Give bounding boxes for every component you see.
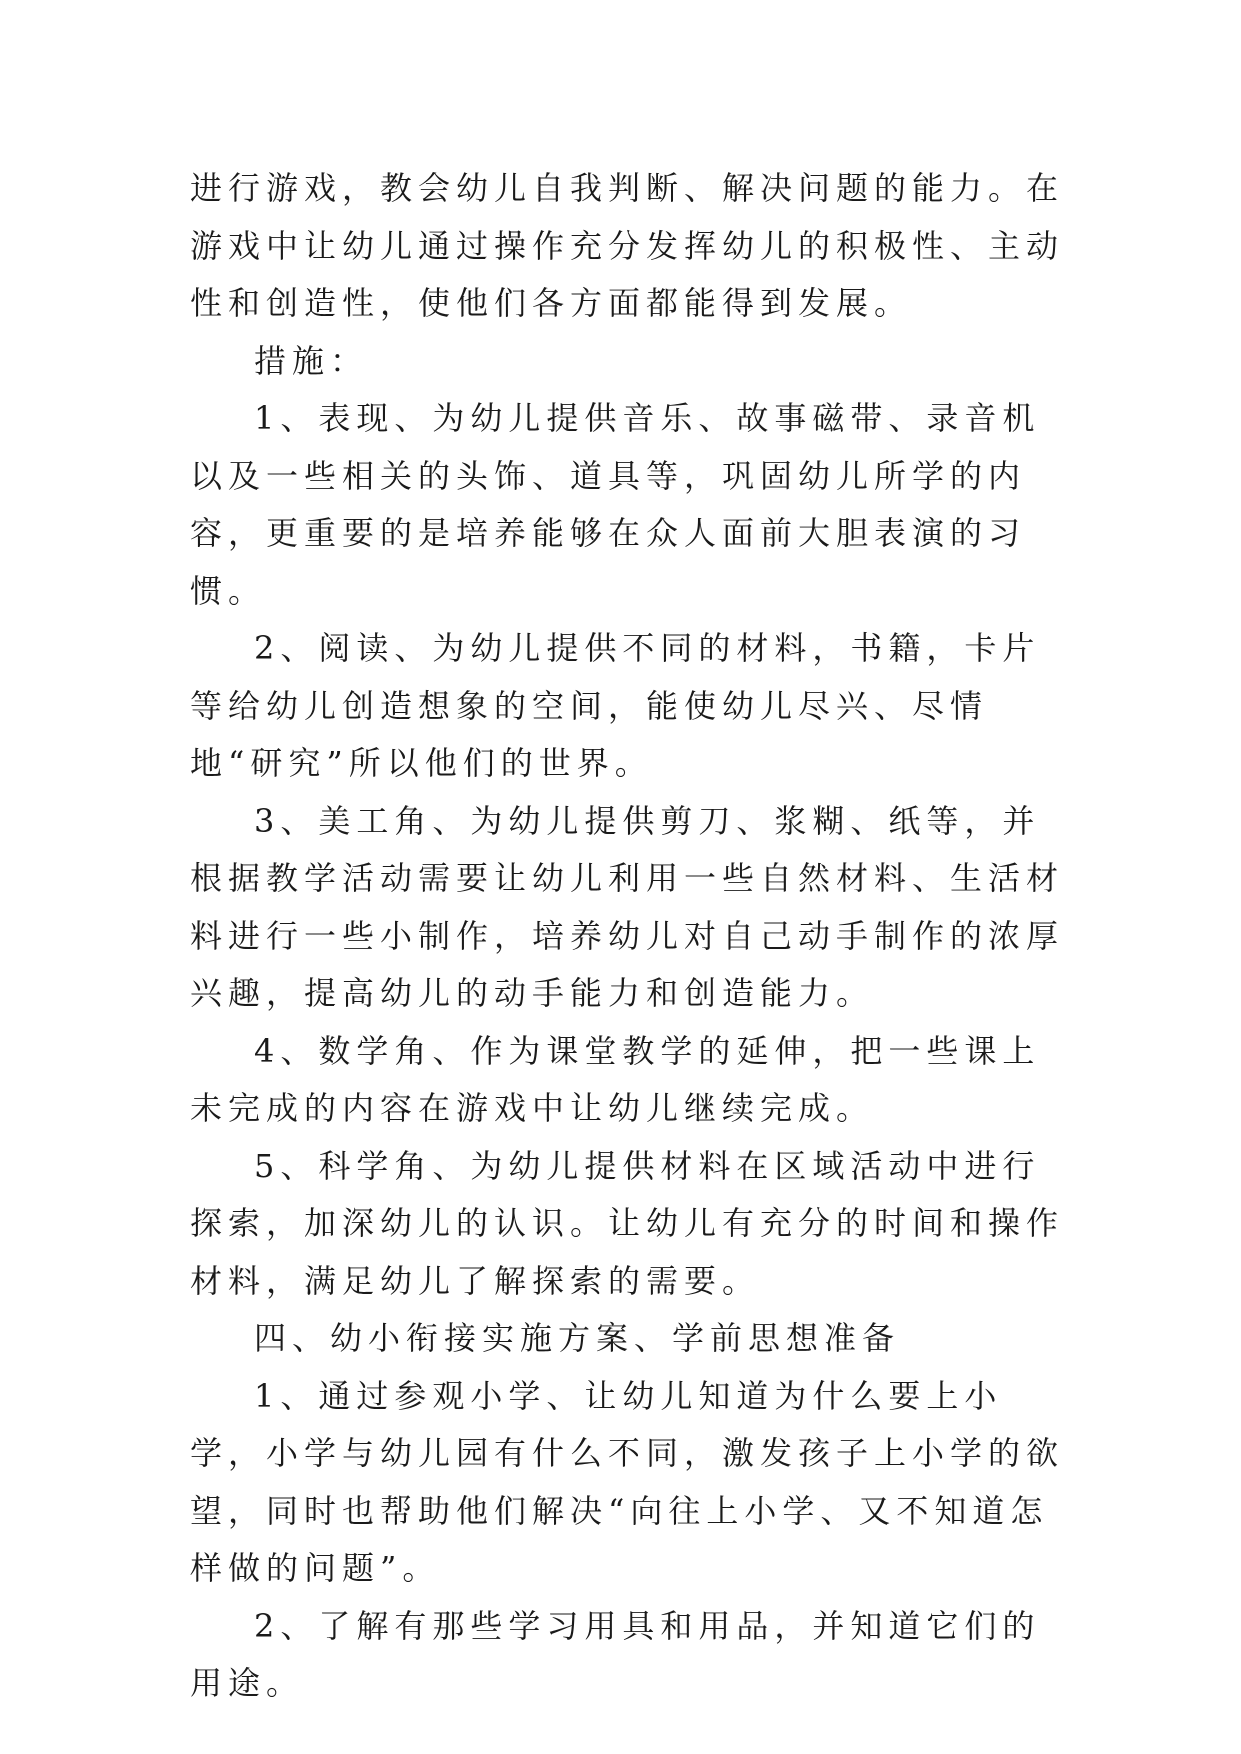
paragraph-measure-performance: 1、表现、为幼儿提供音乐、故事磁带、录音机以及一些相关的头饰、道具等，巩固幼儿所学的内容，更重要的是培养能够在众人面前大胆表演的习惯。 (190, 399, 1041, 610)
paragraph-measure-art-corner: 3、美工角、为幼儿提供剪刀、浆糊、纸等，并根据教学活动需要让幼儿利用一些自然材料、生活材料进行一些小制作，培养幼儿对自己动手制作的浓厚兴趣，提高幼儿的动手能力和创造能力。 (190, 801, 1065, 1012)
paragraph-measure-math-corner: 4、数学角、作为课堂教学的延伸，把一些课上未完成的内容在游戏中让幼儿继续完成。 (190, 1031, 1041, 1127)
paragraph-plan-study-tools: 2、了解有那些学习用具和用品，并知道它们的用途。 (190, 1606, 1041, 1702)
paragraph-measures-heading: 措施： (254, 341, 369, 380)
paragraph-measure-science-corner: 5、科学角、为幼儿提供材料在区域活动中进行探索，加深幼儿的认识。让幼儿有充分的时间和操作材料，满足幼儿了解探索的需要。 (190, 1146, 1065, 1300)
section-heading-transition-plan: 四、幼小衔接实施方案、学前思想准备 (254, 1319, 901, 1357)
paragraph-measure-reading: 2、阅读、为幼儿提供不同的材料，书籍，卡片等给幼儿创造想象的空间，能使幼儿尽兴、尽情地“研究”所以他们的世界。 (190, 629, 1041, 782)
paragraph-intro-continuation: 进行游戏，教会幼儿自我判断、解决问题的能力。在游戏中让幼儿通过操作充分发挥幼儿的积极性、主动性和创造性，使他们各方面都能得到发展。 (190, 169, 1065, 322)
paragraph-plan-visit-school: 1、通过参观小学、让幼儿知道为什么要上小学，小学与幼儿园有什么不同，激发孩子上小学的欲望，同时也帮助他们解决“向往上小学、又不知道怎样做的问题”。 (190, 1376, 1065, 1587)
document-body (190, 160, 1070, 1713)
